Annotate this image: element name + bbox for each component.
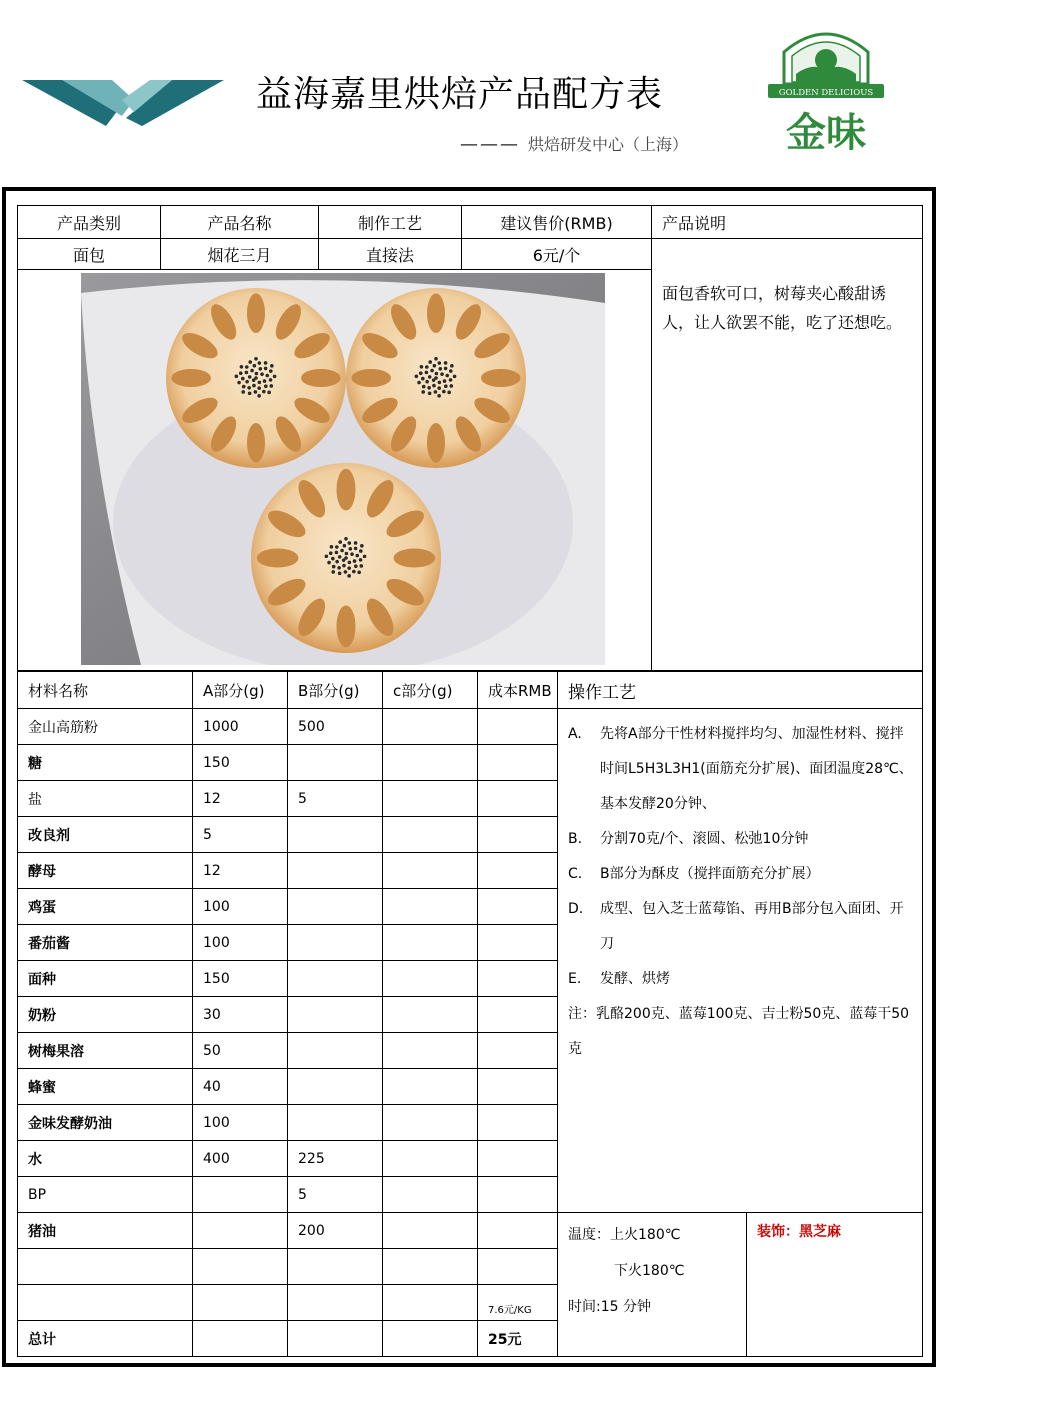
ingredients-table bbox=[17, 671, 923, 1357]
ingredients-header-row bbox=[18, 672, 923, 709]
subtitle-dashes: ——— bbox=[460, 134, 520, 155]
total-cost: 25元 bbox=[478, 1321, 558, 1357]
decoration: 装饰：黑芝麻 bbox=[747, 1213, 923, 1357]
part-a-value: 150 bbox=[193, 961, 288, 997]
value-name: 烟花三月 bbox=[161, 239, 319, 270]
part-a-value: 150 bbox=[193, 745, 288, 781]
part-a-value: 30 bbox=[193, 997, 288, 1033]
part-a-value bbox=[193, 1249, 288, 1285]
cost-value bbox=[478, 1033, 558, 1069]
baking-time: 时间:15 分钟 bbox=[568, 1299, 651, 1315]
bun-image bbox=[251, 463, 441, 653]
total-label: 总计 bbox=[18, 1321, 193, 1357]
step-label: A. bbox=[568, 726, 582, 742]
part-b-value: 500 bbox=[288, 709, 383, 745]
step-label: D. bbox=[568, 901, 584, 917]
part-b-value bbox=[288, 1285, 383, 1321]
table-row bbox=[18, 709, 923, 745]
operation-step bbox=[568, 892, 916, 962]
cost-value bbox=[478, 1249, 558, 1285]
table-row bbox=[18, 1213, 923, 1249]
material-name: 金味发酵奶油 bbox=[18, 1105, 193, 1141]
material-name: 番茄酱 bbox=[18, 925, 193, 961]
part-a-value bbox=[193, 1177, 288, 1213]
part-c-value bbox=[383, 1033, 478, 1069]
cost-value bbox=[478, 889, 558, 925]
part-c-value bbox=[383, 889, 478, 925]
step-text: 分割70克/个、滚圆、松弛10分钟 bbox=[600, 831, 809, 847]
value-process: 直接法 bbox=[319, 239, 462, 270]
subtitle-text: 烘焙研发中心（上海） bbox=[528, 135, 689, 154]
step-text: B部分为酥皮（搅拌面筋充分扩展） bbox=[600, 866, 820, 882]
step-label: E. bbox=[568, 971, 582, 987]
part-c-value bbox=[383, 1141, 478, 1177]
total-c bbox=[383, 1321, 478, 1357]
description-text: 面包香软可口，树莓夹心酸甜诱人，让人欲罢不能，吃了还想吃。 bbox=[662, 284, 903, 332]
material-name: 金山高筋粉 bbox=[18, 709, 193, 745]
company-logo bbox=[22, 78, 224, 128]
material-name: 糖 bbox=[18, 745, 193, 781]
part-a-value: 40 bbox=[193, 1069, 288, 1105]
cost-value bbox=[478, 817, 558, 853]
part-b-value bbox=[288, 853, 383, 889]
header-part-a: A部分(g) bbox=[193, 672, 288, 709]
material-name bbox=[18, 1285, 193, 1321]
material-name: 面种 bbox=[18, 961, 193, 997]
material-name bbox=[18, 1249, 193, 1285]
part-a-value: 12 bbox=[193, 853, 288, 889]
part-c-value bbox=[383, 1213, 478, 1249]
part-c-value bbox=[383, 781, 478, 817]
cost-value bbox=[478, 961, 558, 997]
part-b-value bbox=[288, 745, 383, 781]
step-label: B. bbox=[568, 831, 583, 847]
part-b-value bbox=[288, 1105, 383, 1141]
part-b-value bbox=[288, 1249, 383, 1285]
total-b bbox=[288, 1321, 383, 1357]
step-text: 先将A部分干性材料搅拌均匀、加湿性材料、搅拌时间L5H3L3H1(面筋充分扩展)、面团温度28℃、基本发酵20分钟、 bbox=[600, 726, 913, 812]
header-category: 产品类别 bbox=[18, 206, 161, 239]
page-title: 益海嘉里烘焙产品配方表 bbox=[256, 74, 664, 115]
part-b-value bbox=[288, 997, 383, 1033]
part-c-value bbox=[383, 1249, 478, 1285]
part-c-value bbox=[383, 1069, 478, 1105]
logo-brand-text: 金味 bbox=[786, 110, 866, 156]
header-description: 产品说明 bbox=[652, 206, 923, 239]
baking-settings bbox=[558, 1213, 747, 1357]
part-a-value: 400 bbox=[193, 1141, 288, 1177]
cost-value bbox=[478, 781, 558, 817]
step-text: 发酵、烘烤 bbox=[600, 971, 670, 987]
temperature-bottom: 下火180℃ bbox=[614, 1263, 685, 1279]
product-photo-cell bbox=[18, 270, 652, 671]
part-a-value: 1000 bbox=[193, 709, 288, 745]
part-a-value: 50 bbox=[193, 1033, 288, 1069]
part-c-value bbox=[383, 1177, 478, 1213]
part-b-value bbox=[288, 925, 383, 961]
step-label: C. bbox=[568, 866, 583, 882]
operation-step bbox=[568, 822, 916, 857]
header-name: 产品名称 bbox=[161, 206, 319, 239]
cost-value bbox=[478, 1141, 558, 1177]
header-material: 材料名称 bbox=[18, 672, 193, 709]
part-a-value bbox=[193, 1213, 288, 1249]
cost-value: 7.6元/KG bbox=[478, 1285, 558, 1321]
header-price: 建议售价(RMB) bbox=[462, 206, 652, 239]
product-value-row bbox=[18, 239, 923, 270]
product-header-row bbox=[18, 206, 923, 239]
part-c-value bbox=[383, 1285, 478, 1321]
operation-steps bbox=[558, 709, 923, 1213]
temperature-top: 温度：上火180℃ bbox=[568, 1227, 681, 1243]
part-b-value bbox=[288, 961, 383, 997]
total-a bbox=[193, 1321, 288, 1357]
cost-value bbox=[478, 745, 558, 781]
header-part-b: B部分(g) bbox=[288, 672, 383, 709]
material-name: 蜂蜜 bbox=[18, 1069, 193, 1105]
material-name: 鸡蛋 bbox=[18, 889, 193, 925]
part-c-value bbox=[383, 997, 478, 1033]
part-b-value bbox=[288, 1033, 383, 1069]
material-name: 改良剂 bbox=[18, 817, 193, 853]
material-name: 树梅果溶 bbox=[18, 1033, 193, 1069]
material-name: 盐 bbox=[18, 781, 193, 817]
cost-value bbox=[478, 709, 558, 745]
part-a-value: 100 bbox=[193, 1105, 288, 1141]
part-a-value: 12 bbox=[193, 781, 288, 817]
operation-note: 注：乳酪200克、蓝莓100克、吉士粉50克、蓝莓干50克 bbox=[568, 1006, 910, 1057]
part-b-value: 200 bbox=[288, 1213, 383, 1249]
part-b-value bbox=[288, 1069, 383, 1105]
part-c-value bbox=[383, 817, 478, 853]
cost-value bbox=[478, 1177, 558, 1213]
bun-image bbox=[166, 288, 346, 468]
part-a-value bbox=[193, 1285, 288, 1321]
header-operation: 操作工艺 bbox=[558, 672, 923, 709]
header-cost: 成本RMB bbox=[478, 672, 558, 709]
value-price: 6元/个 bbox=[462, 239, 652, 270]
part-c-value bbox=[383, 961, 478, 997]
product-table bbox=[17, 205, 923, 671]
part-b-value bbox=[288, 817, 383, 853]
product-description bbox=[652, 239, 923, 671]
material-name: BP bbox=[18, 1177, 193, 1213]
part-b-value: 225 bbox=[288, 1141, 383, 1177]
part-c-value bbox=[383, 1105, 478, 1141]
header-process: 制作工艺 bbox=[319, 206, 462, 239]
product-photo bbox=[81, 273, 605, 665]
step-text: 成型、包入芝士蓝莓馅、再用B部分包入面团、开刀 bbox=[600, 901, 904, 952]
material-name: 奶粉 bbox=[18, 997, 193, 1033]
part-a-value: 100 bbox=[193, 889, 288, 925]
part-c-value bbox=[383, 709, 478, 745]
bun-image bbox=[346, 288, 526, 468]
cost-value bbox=[478, 1213, 558, 1249]
part-c-value bbox=[383, 925, 478, 961]
cost-value bbox=[478, 925, 558, 961]
part-b-value: 5 bbox=[288, 1177, 383, 1213]
part-c-value bbox=[383, 853, 478, 889]
operation-step bbox=[568, 857, 916, 892]
part-b-value: 5 bbox=[288, 781, 383, 817]
operation-step bbox=[568, 962, 916, 997]
part-a-value: 100 bbox=[193, 925, 288, 961]
cost-value bbox=[478, 1105, 558, 1141]
cost-value bbox=[478, 853, 558, 889]
material-name: 酵母 bbox=[18, 853, 193, 889]
part-a-value: 5 bbox=[193, 817, 288, 853]
part-c-value bbox=[383, 745, 478, 781]
golden-delicious-logo bbox=[762, 22, 890, 156]
part-b-value bbox=[288, 889, 383, 925]
header-part-c: c部分(g) bbox=[383, 672, 478, 709]
material-name: 猪油 bbox=[18, 1213, 193, 1249]
cost-value bbox=[478, 997, 558, 1033]
page-subtitle bbox=[460, 132, 688, 155]
material-name: 水 bbox=[18, 1141, 193, 1177]
value-category: 面包 bbox=[18, 239, 161, 270]
logo-text: GOLDEN DELICIOUS bbox=[778, 88, 874, 98]
cost-value bbox=[478, 1069, 558, 1105]
operation-step bbox=[568, 717, 916, 822]
